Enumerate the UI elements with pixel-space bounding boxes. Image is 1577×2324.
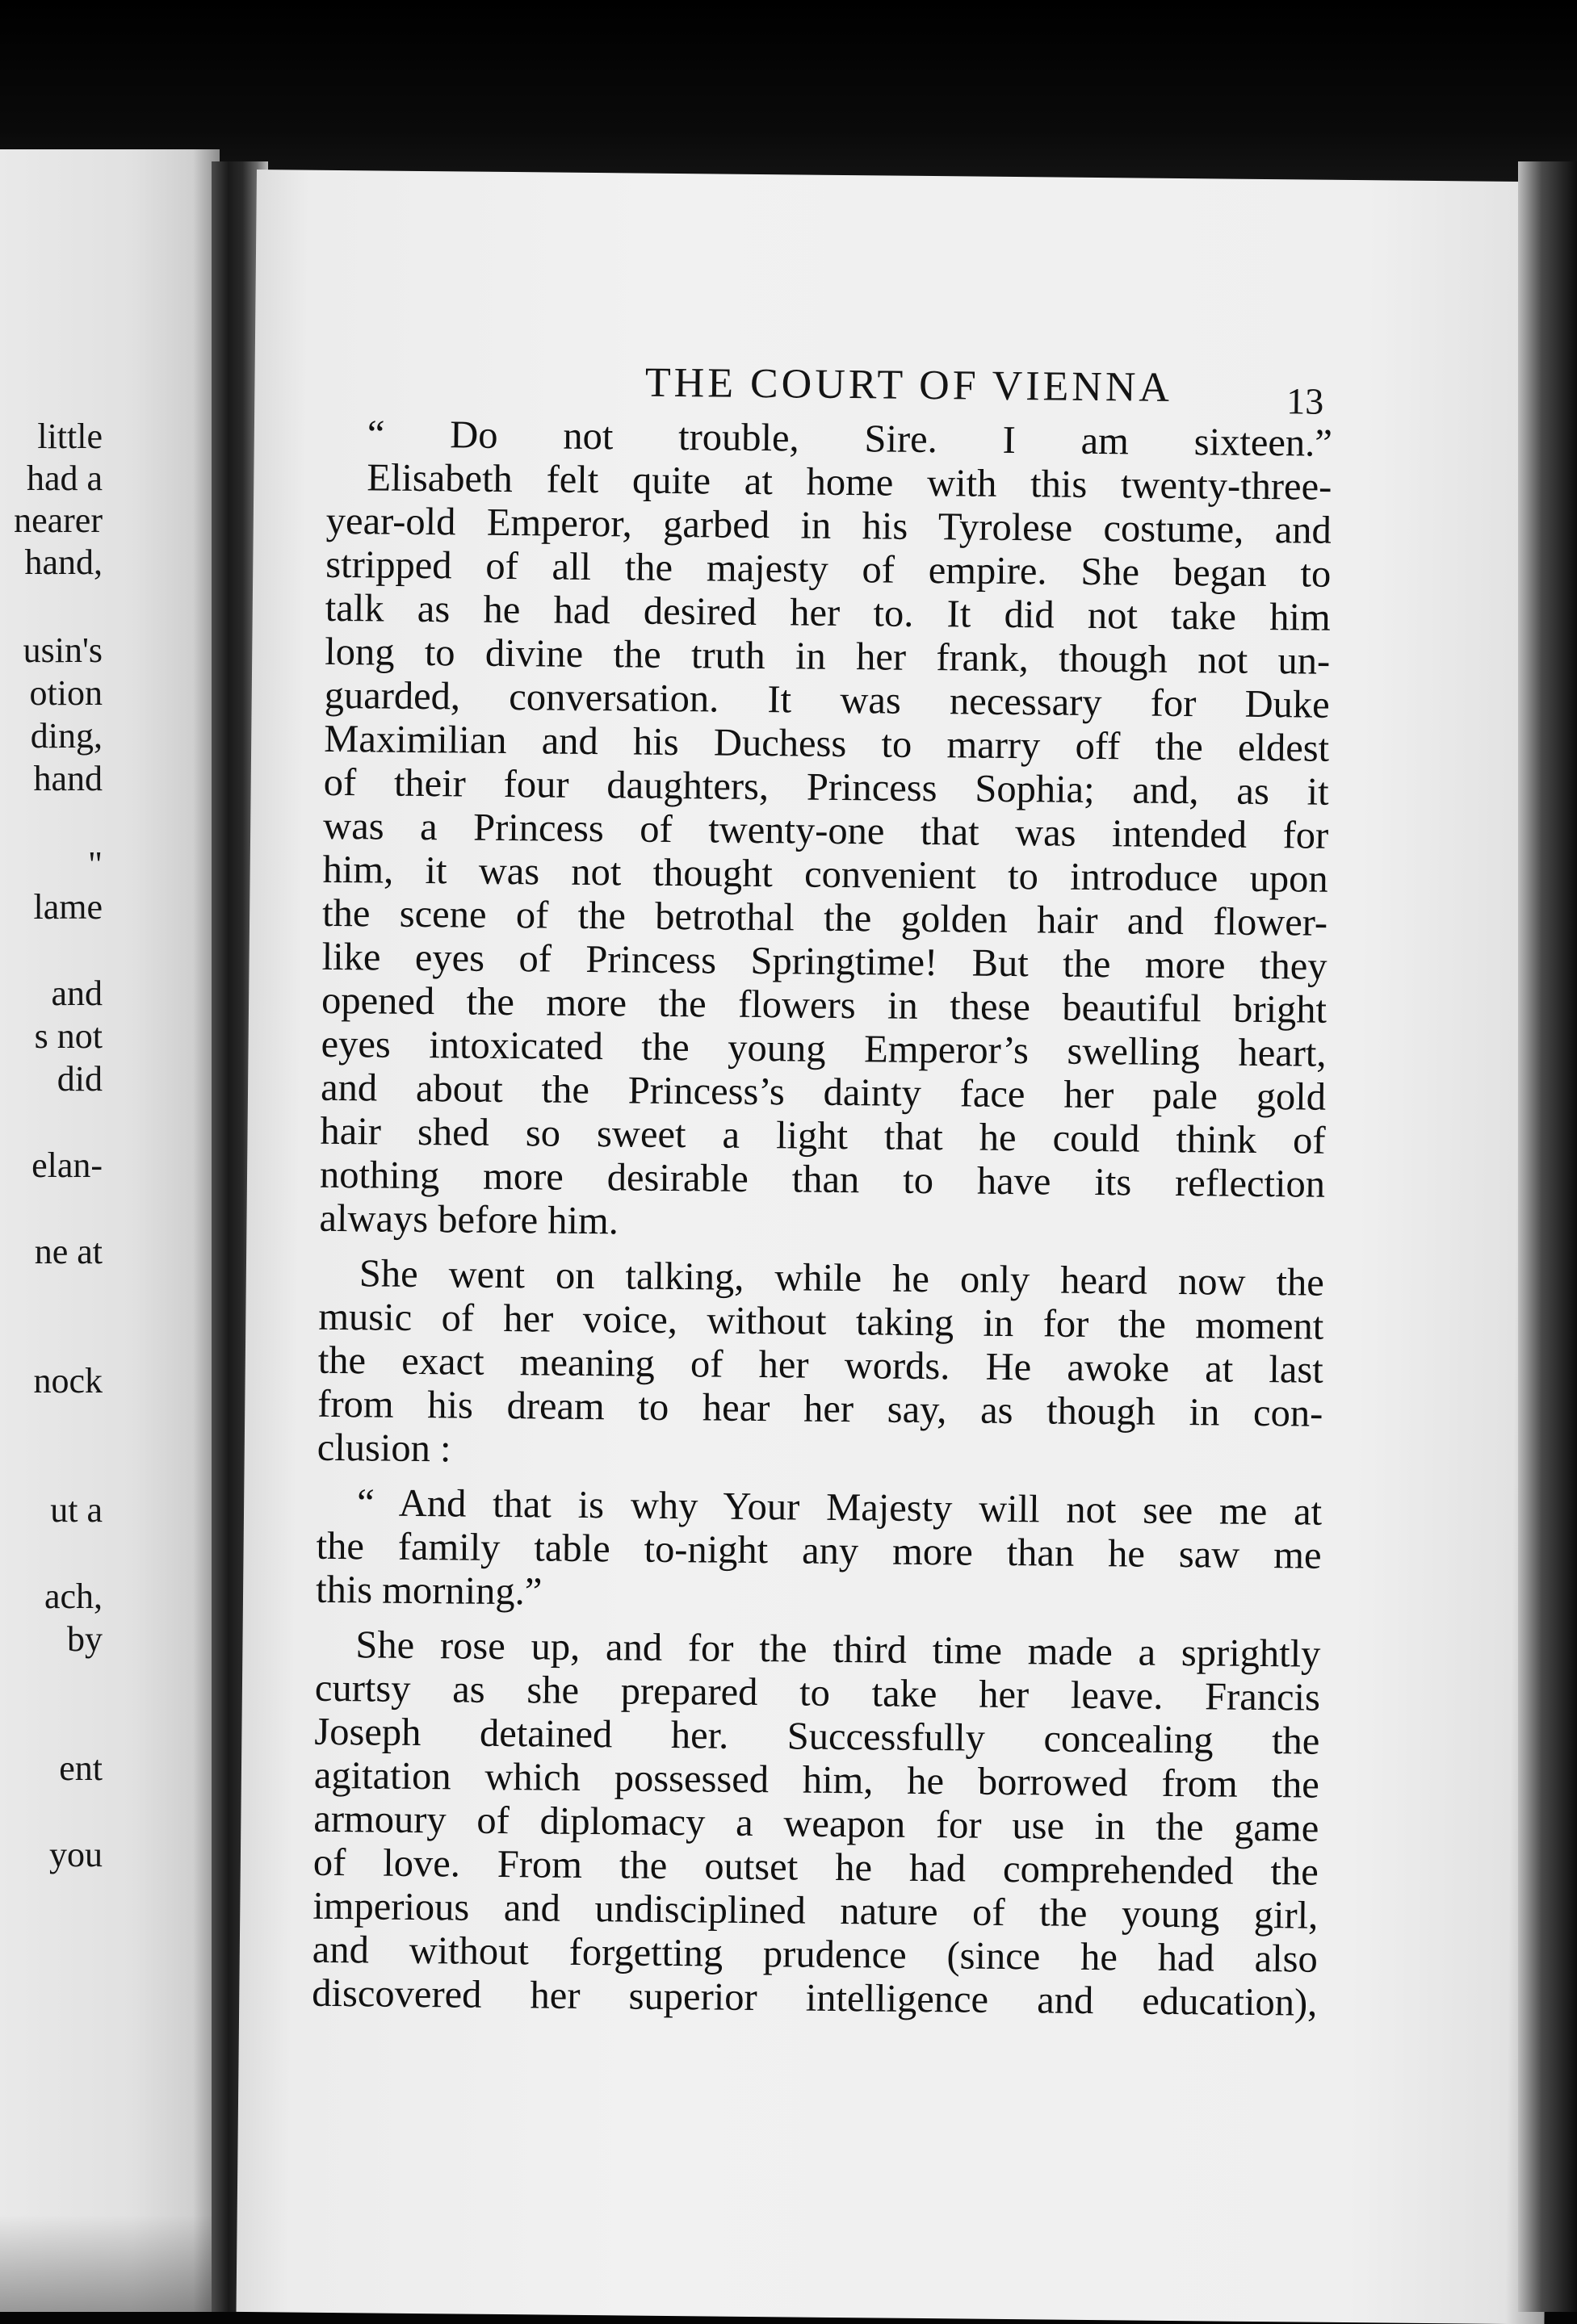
page-edge-shadow — [1518, 161, 1577, 2312]
page-shadow — [0, 2215, 220, 2312]
text-line: guarded, conversation. It was necessary for Duke — [324, 673, 1330, 727]
text-line: this morning.” — [315, 1568, 543, 1614]
text-line: and about the Princess’s dainty face her pale gold — [320, 1066, 1327, 1119]
text-line: “ And that is why Your Majesty will not see me at — [356, 1481, 1323, 1534]
text-line: year-old Emperor, garbed in his Tyrolese costume, and — [325, 499, 1332, 552]
text-line: always before him. — [319, 1196, 619, 1243]
text-line: long to divine the truth in her frank, though not un- — [325, 630, 1331, 683]
text-line: the family table to-night any more than he saw me — [316, 1524, 1322, 1577]
text-line: hair shed so sweet a light that he could think of — [320, 1109, 1326, 1162]
text-line: Joseph detained her. Successfully concealing the — [314, 1710, 1320, 1763]
text-line: like eyes of Princess Springtime! But the more they — [321, 935, 1327, 988]
scan-background — [0, 0, 1577, 186]
text-line: discovered her superior intelligence and education), — [312, 1971, 1318, 2025]
text-line: clusion : — [317, 1426, 451, 1471]
left-fragment: nock — [33, 1361, 103, 1401]
left-fragment: lame — [33, 887, 103, 927]
text-line: imperious and undisciplined nature of the young girl, — [312, 1884, 1319, 1937]
text-line: stripped of all the majesty of empire. She began to — [325, 542, 1332, 596]
left-fragment: ent — [59, 1748, 103, 1788]
running-head: THE COURT OF VIENNA — [644, 359, 1173, 411]
left-fragment: hand, — [24, 542, 103, 582]
text-line: of love. From the outset he had comprehended the — [312, 1840, 1319, 1894]
left-fragment: little — [37, 417, 103, 456]
left-fragment: otion — [29, 673, 103, 713]
text-line: the exact meaning of her words. He awoke at last — [317, 1338, 1324, 1392]
left-fragment: ne at — [34, 1232, 103, 1271]
left-fragment: s not — [34, 1016, 103, 1056]
text-line: Maximilian and his Duchess to marry off the eldest — [323, 717, 1330, 770]
text-line: and without forgetting prudence (since he had also — [312, 1928, 1319, 1981]
text-line: eyes intoxicated the young Emperor’s swelling heart, — [321, 1022, 1327, 1075]
text-line: armoury of diplomacy a weapon for use in the game — [313, 1797, 1319, 1850]
text-line: was a Princess of twenty-one that was intended for — [322, 804, 1329, 857]
left-fragment: usin's — [23, 630, 103, 670]
text-line: music of her voice, without taking in for the moment — [318, 1295, 1324, 1348]
left-fragment: did — [57, 1059, 103, 1099]
text-line: She rose up, and for the third time made a sprightly — [355, 1623, 1321, 1676]
page-number: 13 — [1286, 380, 1324, 422]
left-fragment: and — [51, 974, 103, 1013]
text-line: talk as he had desired her to. It did not take him — [325, 586, 1331, 639]
left-fragment: you — [49, 1835, 103, 1874]
text-line: “ Do not trouble, Sire. I am sixteen.” — [367, 412, 1333, 465]
left-fragment: had a — [26, 459, 103, 498]
text-line: Elisabeth felt quite at home with this twenty-three- — [367, 456, 1332, 509]
right-page — [237, 170, 1565, 2324]
left-fragment: nearer — [14, 500, 103, 540]
left-fragment: hand — [33, 759, 103, 798]
left-fragment: ach, — [44, 1577, 103, 1616]
text-line: of their four daughters, Princess Sophia; and, as it — [323, 760, 1329, 814]
left-page — [0, 149, 220, 2312]
left-fragment: ding, — [30, 716, 103, 756]
text-line: the scene of the betrothal the golden hair and flower- — [321, 891, 1328, 944]
text-line: curtsy as she prepared to take her leave. Francis — [314, 1666, 1321, 1719]
text-line: She went on talking, while he only heard now the — [359, 1252, 1325, 1304]
left-fragment: elan- — [31, 1145, 103, 1185]
text-line: agitation which possessed him, he borrowed from the — [313, 1753, 1320, 1807]
text-line: him, it was not thought convenient to introduce upon — [322, 848, 1328, 901]
left-fragment: ut a — [50, 1490, 103, 1530]
body-text — [312, 412, 1332, 2025]
text-line: nothing more desirable than to have its reflection — [319, 1153, 1326, 1206]
text-line: from his dream to hear her say, as though in con- — [317, 1382, 1323, 1435]
left-fragment: by — [67, 1619, 103, 1659]
text-line: opened the more the flowers in these beautiful bright — [321, 978, 1327, 1032]
left-fragment: " — [88, 844, 103, 884]
